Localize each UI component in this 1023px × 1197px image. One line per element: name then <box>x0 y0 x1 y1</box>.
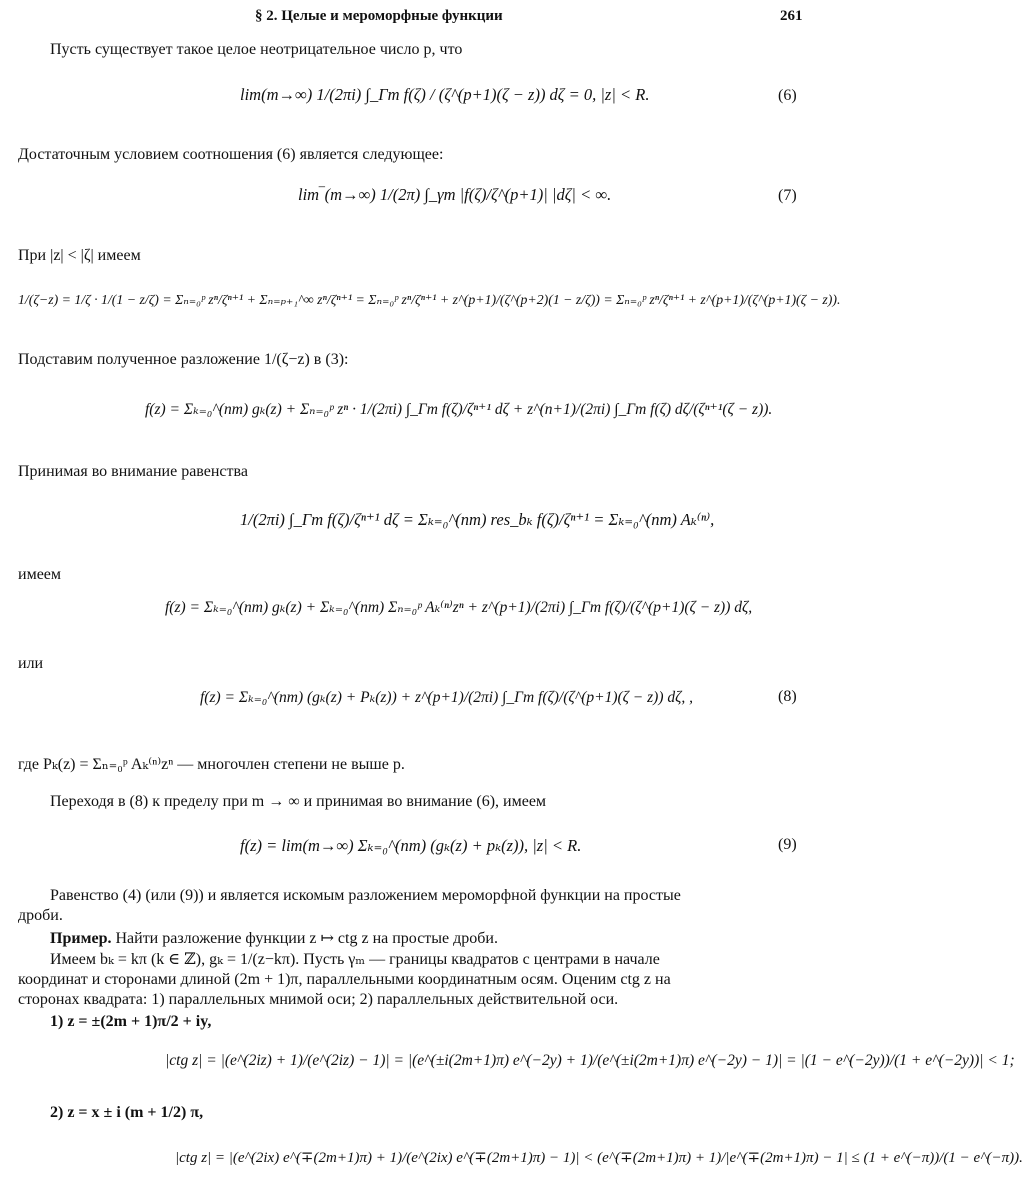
equation-7: lim‾(m→∞) 1/(2π) ∫_γm |f(ζ)/ζ^(p+1)| |dζ| < ∞. <box>298 185 612 204</box>
equation-9: f(z) = lim(m→∞) Σₖ₌₀^(nm) (gₖ(z) + pₖ(z)), |z| < R. <box>240 836 582 855</box>
equation-number-8: (8) <box>778 688 797 705</box>
paragraph-11-line-2: координат и сторонами длиной (2m + 1)π, параллельными координатным осям. Оценим ctg z на <box>18 971 671 988</box>
paragraph-1: Пусть существует такое целое неотрицательное число p, что <box>50 41 463 58</box>
equation-case-1: |ctg z| = |(e^(2iz) + 1)/(e^(2iz) − 1)| = |(e^(±i(2m+1)π) e^(−2y) + 1)/(e^(±i(2m+1)π) e^(−2y) − 1)| = |(1 − e^(−2y))/(1 + e^(−2y))| < 1; <box>165 1052 1015 1069</box>
paragraph-2: Достаточным условием соотношения (6) является следующее: <box>18 146 444 163</box>
equation-f-expansion: f(z) = Σₖ₌₀^(nm) gₖ(z) + Σₙ₌₀ᵖ zⁿ · 1/(2πi) ∫_Γm f(ζ)/ζⁿ⁺¹ dζ + z^(n+1)/(2πi) ∫_Γm f(ζ) dζ/(ζⁿ⁺¹(ζ − z)). <box>145 401 773 418</box>
paragraph-8: где Pₖ(z) = Σₙ₌₀ᵖ Aₖ⁽ⁿ⁾zⁿ — многочлен степени не выше p. <box>18 756 405 773</box>
example-line <box>50 929 498 949</box>
equation-expansion: 1/(ζ−z) = 1/ζ · 1/(1 − z/ζ) = Σₙ₌₀ᵖ zⁿ/ζⁿ⁺¹ + Σₙ₌ₚ₊₁^∞ zⁿ/ζⁿ⁺¹ = Σₙ₌₀ᵖ zⁿ/ζⁿ⁺¹ + z^(p+1)/(ζ^(p+2)(1 − z/ζ)) = Σₙ₌₀ᵖ zⁿ/ζⁿ⁺¹ + z^(p+1)/(ζ^(p+1)(ζ − z)). <box>18 292 841 307</box>
page-number: 261 <box>780 8 803 24</box>
equation-number-9: (9) <box>778 836 797 853</box>
equation-6: lim(m→∞) 1/(2πi) ∫_Γm f(ζ) / (ζ^(p+1)(ζ − z)) dζ = 0, |z| < R. <box>240 85 650 104</box>
case-1-label: 1) z = ±(2m + 1)π/2 + iy, <box>50 1013 212 1030</box>
paragraph-10-line-1: Равенство (4) (или (9)) и является искомым разложением мероморфной функции на простые <box>50 887 681 904</box>
equation-number-6: (6) <box>778 87 797 104</box>
paragraph-3: При |z| < |ζ| имеем <box>18 247 141 264</box>
paragraph-11-line-3: сторонах квадрата: 1) параллельных мнимой оси; 2) параллельных действительной оси. <box>18 991 619 1008</box>
equation-f-residues: f(z) = Σₖ₌₀^(nm) gₖ(z) + Σₖ₌₀^(nm) Σₙ₌₀ᵖ Aₖ⁽ⁿ⁾zⁿ + z^(p+1)/(2πi) ∫_Γm f(ζ)/(ζ^(p+1)(ζ − z)) dζ, <box>165 599 753 616</box>
paragraph-5: Принимая во внимание равенства <box>18 463 248 480</box>
paragraph-10-line-2: дроби. <box>18 907 63 924</box>
paragraph-4: Подставим полученное разложение 1/(ζ−z) в (3): <box>18 351 349 368</box>
equation-8: f(z) = Σₖ₌₀^(nm) (gₖ(z) + Pₖ(z)) + z^(p+1)/(2πi) ∫_Γm f(ζ)/(ζ^(p+1)(ζ − z)) dζ, , <box>200 689 694 706</box>
equation-number-7: (7) <box>778 187 797 204</box>
paragraph-6: имеем <box>18 566 62 583</box>
paragraph-11-line-1: Имеем bₖ = kπ (k ∈ ℤ), gₖ = 1/(z−kπ). Пусть γₘ — границы квадратов с центрами в начале <box>50 951 660 968</box>
case-2-label: 2) z = x ± i (m + 1/2) π, <box>50 1104 204 1121</box>
section-title: § 2. Целые и мероморфные функции <box>255 8 503 24</box>
equation-residues: 1/(2πi) ∫_Γm f(ζ)/ζⁿ⁺¹ dζ = Σₖ₌₀^(nm) res_bₖ f(ζ)/ζⁿ⁺¹ = Σₖ₌₀^(nm) Aₖ⁽ⁿ⁾, <box>240 510 715 529</box>
paragraph-9: Переходя в (8) к пределу при m → ∞ и принимая во внимание (6), имеем <box>50 793 547 810</box>
example-label: Пример. <box>50 930 112 947</box>
example-text: Найти разложение функции z ↦ ctg z на простые дроби. <box>115 930 498 947</box>
equation-case-2: |ctg z| = |(e^(2ix) e^(∓(2m+1)π) + 1)/(e^(2ix) e^(∓(2m+1)π) − 1)| < (e^(∓(2m+1)π) + 1)/|e^(∓(2m+1)π) − 1| ≤ (1 + e^(−π))/(1 − e^(−π)). <box>175 1150 1023 1166</box>
paragraph-7: или <box>18 655 44 672</box>
